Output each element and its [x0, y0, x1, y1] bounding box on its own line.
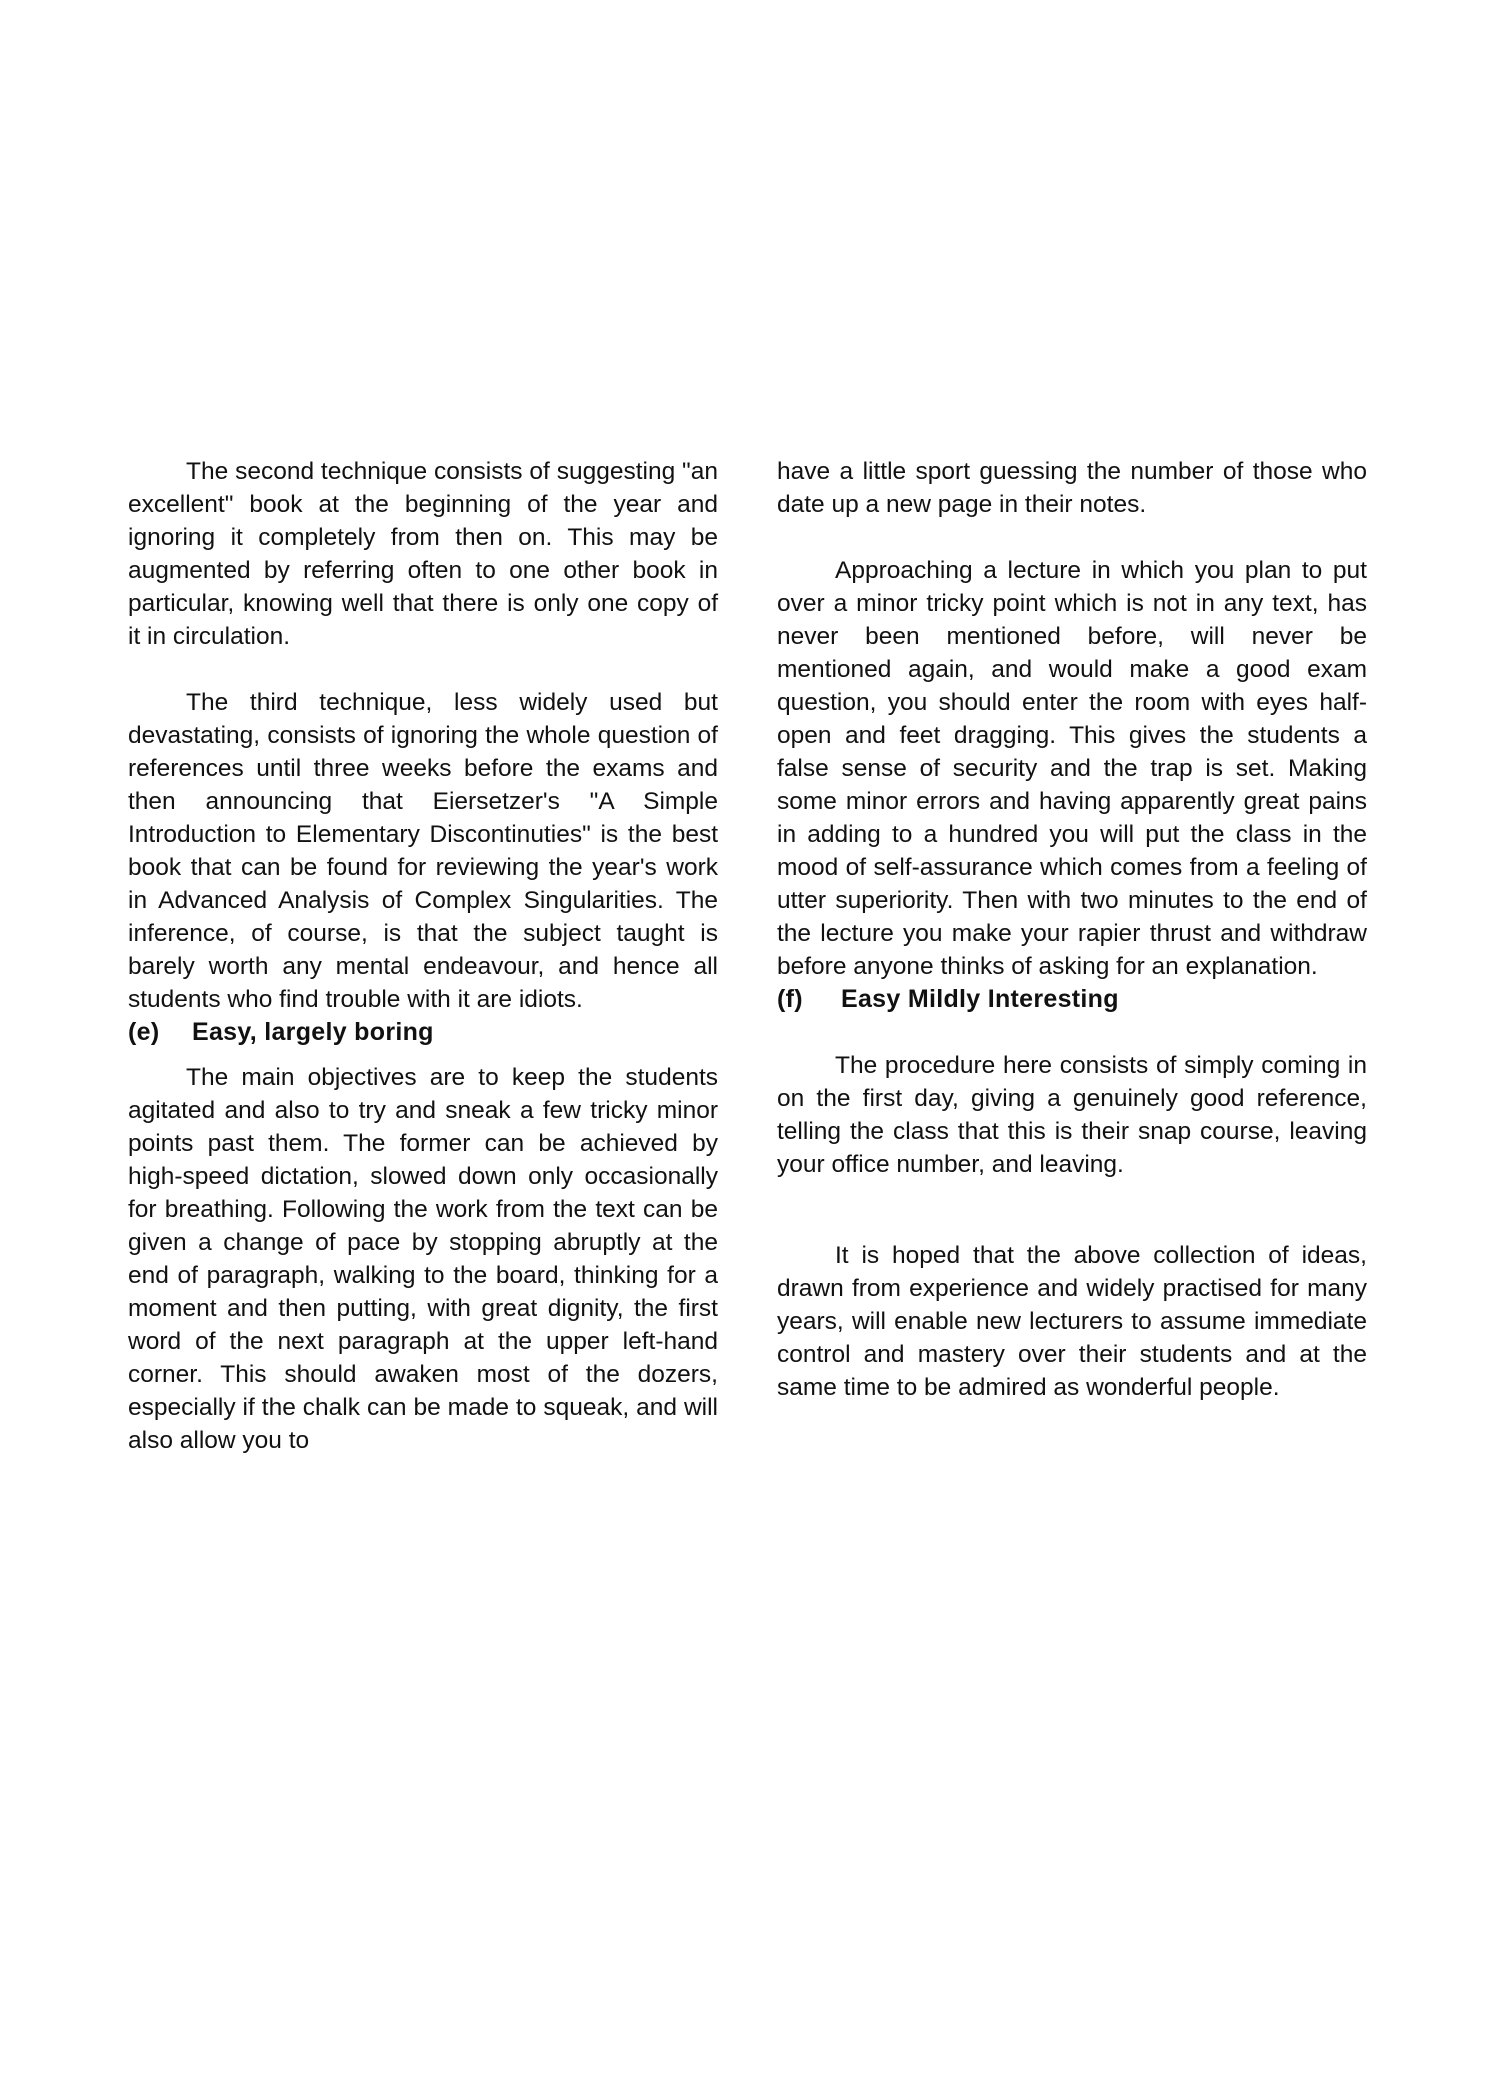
section-title-e: Easy, largely boring	[192, 1018, 434, 1046]
section-label-f: (f)	[777, 985, 803, 1013]
paragraph-third-technique: The third technique, less widely used but devastating, consists of ignoring the whole question of references until three weeks before the exams and then announcing that Eiersetzer's "A Simple Introduction to Elementary Discontinuties" is the best book that can be found for reviewing the year's work in Advanced Analysis of Complex Singularities. The inference, of course, is that the subject taught is barely worth any mental endeavour, and hence all students who find trouble with it are idiots.	[128, 689, 718, 1013]
paragraph-procedure: The procedure here consists of simply coming in on the first day, giving a genuinely good reference, telling the class that this is their snap course, leaving your office number, and leaving.	[777, 1052, 1367, 1178]
section-heading-f	[777, 983, 1367, 1016]
left-column	[128, 455, 718, 1457]
section-title-f: Easy Mildly Interesting	[841, 985, 1119, 1013]
paragraph-approaching-lecture: Approaching a lecture in which you plan to put over a minor tricky point which is not in any text, has never been mentioned before, will never be mentioned again, and would make a good exam question, you should enter the room with eyes half-open and feet dragging. This gives the students a false sense of security and the trap is set. Making some minor errors and having apparently great pains in adding to a hundred you will put the class in the mood of self-assurance which comes from a feeling of utter superiority. Then with two minutes to the end of the lecture you make your rapier thrust and withdraw before anyone thinks of asking for an explanation.	[777, 557, 1367, 980]
paragraph-conclusion: It is hoped that the above collection of ideas, drawn from experience and widely practised for many years, will enable new lecturers to assume immediate control and mastery over their students and at the same time to be admired as wonderful people.	[777, 1242, 1367, 1401]
paragraph-continuation: have a little sport guessing the number of those who date up a new page in their notes.	[777, 458, 1367, 518]
paragraph-second-technique: The second technique consists of suggesting "an excellent" book at the beginning of the year and ignoring it completely from then on. This may be augmented by referring often to one other book in particular, knowing well that there is only one copy of it in circulation.	[128, 458, 718, 650]
paragraph-main-objectives: The main objectives are to keep the students agitated and also to try and sneak a few tricky minor points past them. The former can be achieved by high-speed dictation, slowed down only occasionally for breathing. Following the work from the text can be given a change of pace by stopping abruptly at the end of paragraph, walking to the board, thinking for a moment and then putting, with great dignity, the first word of the next paragraph at the upper left-hand corner. This should awaken most of the dozers, especially if the chalk can be made to squeak, and will also allow you to	[128, 1064, 718, 1454]
right-column	[777, 455, 1367, 1404]
section-label-e: (e)	[128, 1018, 160, 1046]
section-heading-e	[128, 1016, 718, 1049]
